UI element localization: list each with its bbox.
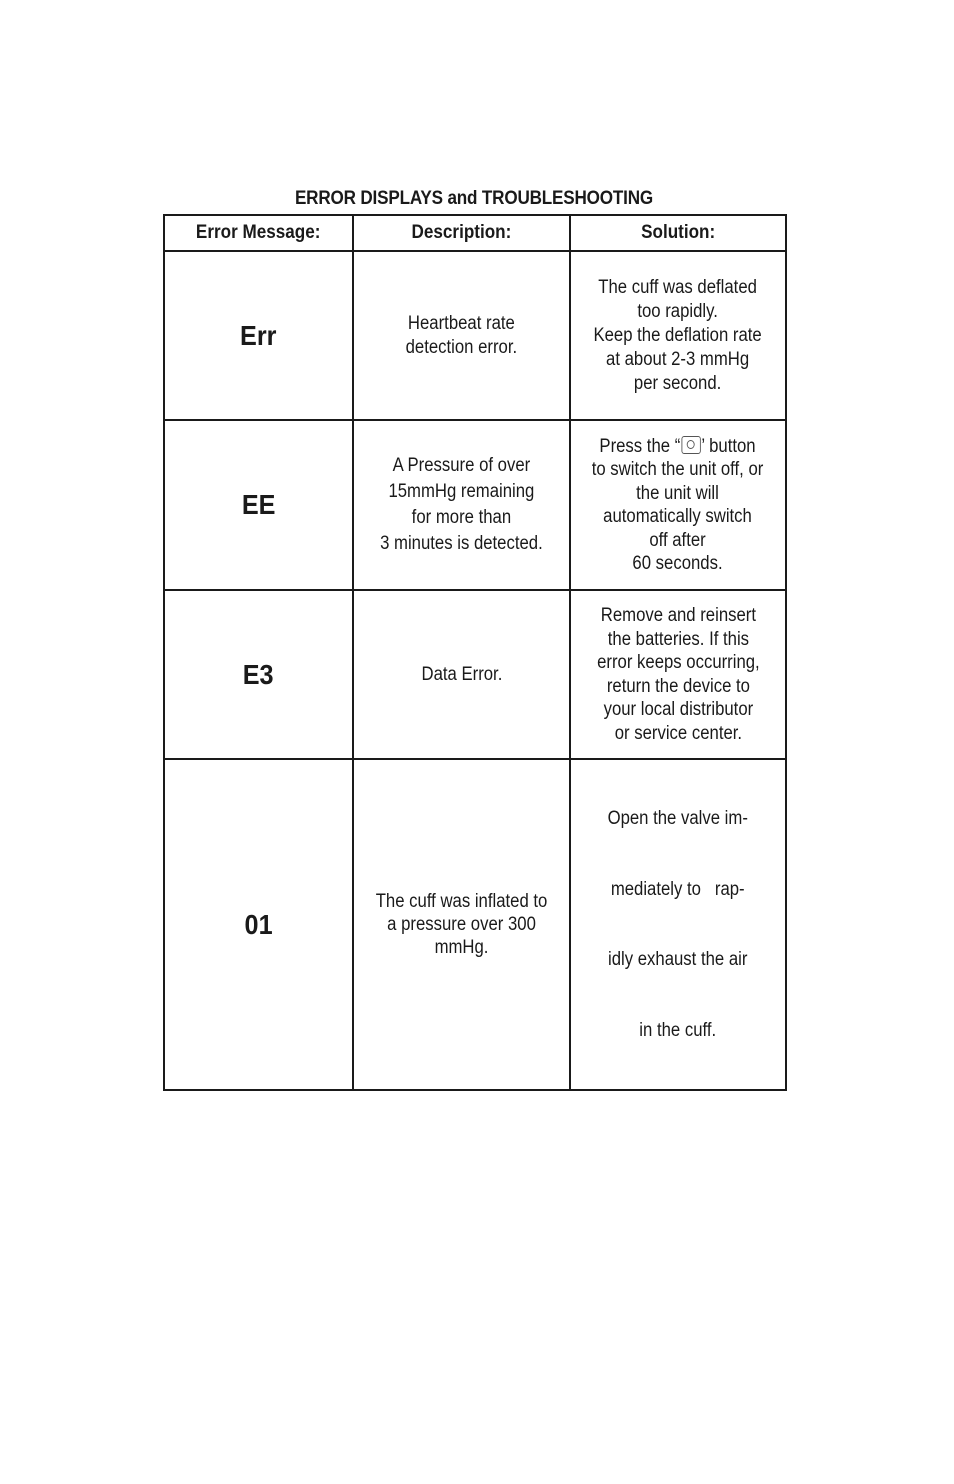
error-code-cell [164, 251, 353, 420]
solution-text: The cuff was deflated too rapidly. Keep the deflation rate at about 2-3 mmHg per second. [593, 276, 763, 394]
error-code-cell [164, 759, 353, 1090]
solution-text: Open the valve im- mediately to rap- idly exhaust the air in the cuff. [607, 808, 749, 1041]
error-code: E3 [243, 658, 274, 690]
table-row [164, 590, 786, 759]
description-text: Data Error. [421, 663, 502, 685]
solution-text: Remove and reinsert the batteries. If this error keeps occurring, return the device to your local distributor or service center. [596, 605, 760, 744]
page-title: ERROR DISPLAYS and TROUBLESHOOTING [294, 188, 654, 209]
description-cell [353, 420, 570, 590]
power-button-icon [682, 436, 701, 454]
description-cell [353, 251, 570, 420]
solution-cell [570, 759, 786, 1090]
solution-text: Press the “ ’ button to switch the unit off, or the unit will automatically switch off after 60 seconds. [592, 435, 764, 574]
description-cell [353, 759, 570, 1090]
header-description: Description: [353, 215, 570, 251]
table-row [164, 251, 786, 420]
solution-cell [570, 420, 786, 590]
solution-cell [570, 590, 786, 759]
description-text: Heartbeat rate detection error. [405, 312, 518, 358]
table-header-row [164, 215, 786, 251]
error-code-cell [164, 590, 353, 759]
solution-cell [570, 251, 786, 420]
error-code-cell [164, 420, 353, 590]
description-text: A Pressure of over 15mmHg remaining for more than 3 minutes is detected. [380, 455, 543, 554]
error-code: EE [241, 489, 276, 520]
error-code: Err [240, 319, 277, 351]
error-code: 01 [244, 908, 273, 940]
description-text: The cuff was inflated to a pressure over 300 mmHg. [375, 891, 548, 958]
description-cell [353, 590, 570, 759]
table-row [164, 420, 786, 590]
table-row [164, 759, 786, 1090]
error-table [163, 214, 787, 1091]
header-error-message: Error Message: [164, 215, 353, 251]
header-solution: Solution: [570, 215, 786, 251]
